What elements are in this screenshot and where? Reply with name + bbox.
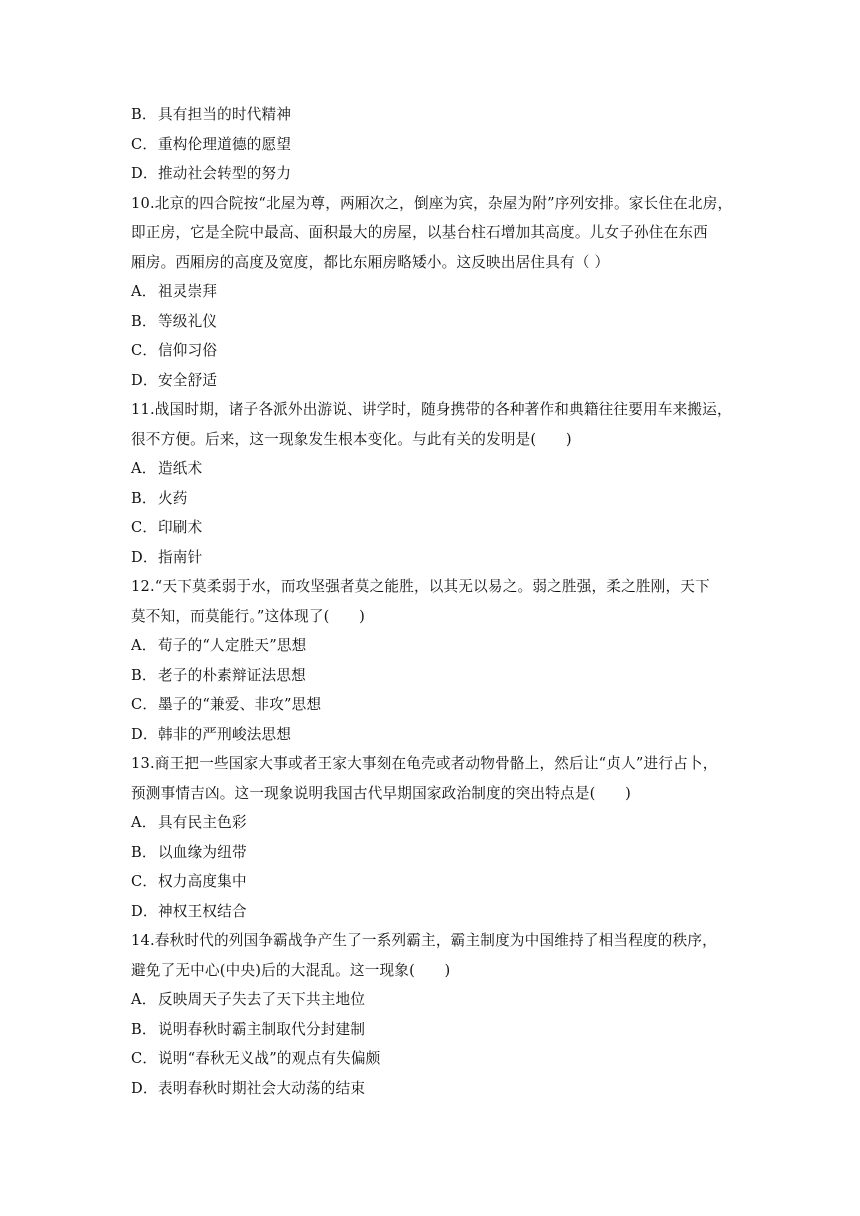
option-letter: B． (131, 489, 157, 507)
question-10-stem-line: 厢房。西厢房的高度及宽度，都比东厢房略矮小。这反映出居住具有（ ） (131, 253, 610, 271)
option-9-c (131, 130, 731, 160)
option-11-a (131, 454, 731, 484)
option-text: 说明春秋时霸主制取代分封建制 (158, 1020, 366, 1038)
option-letter: C． (131, 342, 158, 359)
question-13 (131, 749, 731, 926)
option-letter: C． (131, 135, 158, 153)
option-letter: D． (131, 902, 158, 920)
option-10-c (131, 336, 731, 366)
option-14-c (131, 1044, 731, 1074)
option-text: 祖灵崇拜 (158, 283, 218, 300)
option-text: 神权王权结合 (158, 902, 247, 920)
question-11-stem-line: 11.战国时期，诸子各派外出游说、讲学时，随身携带的各种著作和典籍往往要用车来搬运， (131, 401, 732, 418)
option-12-c (131, 690, 731, 720)
option-10-d (131, 366, 731, 396)
option-letter: B． (131, 666, 157, 684)
option-12-a (131, 631, 731, 661)
option-letter: C． (131, 873, 158, 890)
option-text: 信仰习俗 (158, 342, 218, 359)
option-letter: D． (131, 548, 158, 566)
option-letter: D． (131, 1079, 158, 1097)
option-text: 印刷术 (158, 519, 203, 536)
question-10 (131, 189, 731, 396)
option-11-d (131, 543, 731, 573)
option-letter: A． (131, 283, 157, 300)
option-9-b (131, 100, 731, 130)
option-text: 以血缘为纽带 (158, 843, 247, 861)
option-text: 说明“春秋无义战”的观点有失偏颇 (158, 1050, 381, 1067)
option-letter: A． (131, 637, 157, 654)
option-letter: B． (131, 1020, 157, 1038)
option-text: 具有民主色彩 (158, 814, 247, 831)
option-text: 火药 (158, 489, 188, 507)
option-text: 推动社会转型的努力 (158, 165, 292, 182)
option-letter: A． (131, 460, 157, 477)
option-letter: A． (131, 991, 157, 1008)
question-14-stem-line: 避免了无中心(中央)后的大混乱。这一现象( ) (131, 961, 451, 979)
option-text: 指南针 (158, 548, 203, 566)
option-letter: D． (131, 165, 158, 182)
option-text: 重构伦理道德的愿望 (158, 135, 292, 153)
option-11-b (131, 484, 731, 514)
option-10-b (131, 307, 731, 337)
option-letter: D． (131, 371, 158, 389)
option-14-d (131, 1074, 731, 1104)
question-14-stem-line: 14.春秋时代的列国争霸战争产生了一系列霸主，霸主制度为中国维持了相当程度的秩序， (131, 932, 717, 949)
question-10-stem-line: 10.北京的四合院按“北屋为尊，两厢次之，倒座为宾，杂屋为附”序列安排。家长住在北房， (131, 194, 733, 212)
option-10-a (131, 277, 731, 307)
option-13-a (131, 808, 731, 838)
question-14 (131, 926, 731, 1103)
option-13-c (131, 867, 731, 897)
question-13-stem-line: 预测事情吉凶。这一现象说明我国古代早期国家政治制度的突出特点是( ) (131, 784, 631, 802)
question-12 (131, 572, 731, 749)
option-letter: A． (131, 814, 157, 831)
option-text: 老子的朴素辩证法思想 (158, 666, 306, 684)
document-page (131, 100, 731, 1103)
question-11 (131, 395, 731, 572)
option-letter: C． (131, 696, 158, 713)
option-text: 韩非的严刑峻法思想 (158, 725, 292, 743)
option-text: 权力高度集中 (158, 873, 247, 890)
option-letter: B． (131, 106, 157, 123)
question-11-stem-line: 很不方便。后来，这一现象发生根本变化。与此有关的发明是( ) (131, 430, 572, 448)
option-9-d (131, 159, 731, 189)
option-letter: C． (131, 519, 158, 536)
option-13-b (131, 838, 731, 868)
option-letter: D． (131, 725, 158, 743)
option-letter: B． (131, 843, 157, 861)
option-13-d (131, 897, 731, 927)
question-13-stem-line: 13.商王把一些国家大事或者王家大事刻在龟壳或者动物骨骼上，然后让“贞人”进行占卜， (131, 755, 718, 772)
option-text: 造纸术 (158, 460, 203, 477)
option-14-a (131, 985, 731, 1015)
option-text: 具有担当的时代精神 (158, 106, 292, 123)
question-12-stem-line: 12.“天下莫柔弱于水，而攻坚强者莫之能胜，以其无以易之。弱之胜强，柔之胜刚，天下 (131, 578, 710, 595)
option-12-b (131, 661, 731, 691)
option-letter: B． (131, 312, 157, 330)
question-10-stem-line: 即正房，它是全院中最高、面积最大的房屋，以基台柱石增加其高度。儿女子孙住在东西 (131, 224, 708, 241)
option-text: 反映周天子失去了天下共主地位 (158, 991, 366, 1008)
option-text: 表明春秋时期社会大动荡的结束 (158, 1079, 366, 1097)
option-11-c (131, 513, 731, 543)
question-9-options (131, 100, 731, 189)
question-12-stem-line: 莫不知，而莫能行。”这体现了( ) (131, 607, 366, 625)
option-14-b (131, 1015, 731, 1045)
option-letter: C． (131, 1050, 158, 1067)
option-text: 安全舒适 (158, 371, 218, 389)
option-text: 荀子的“人定胜天”思想 (158, 637, 307, 654)
option-text: 墨子的“兼爱、非攻”思想 (158, 696, 322, 713)
option-12-d (131, 720, 731, 750)
option-text: 等级礼仪 (158, 312, 218, 330)
